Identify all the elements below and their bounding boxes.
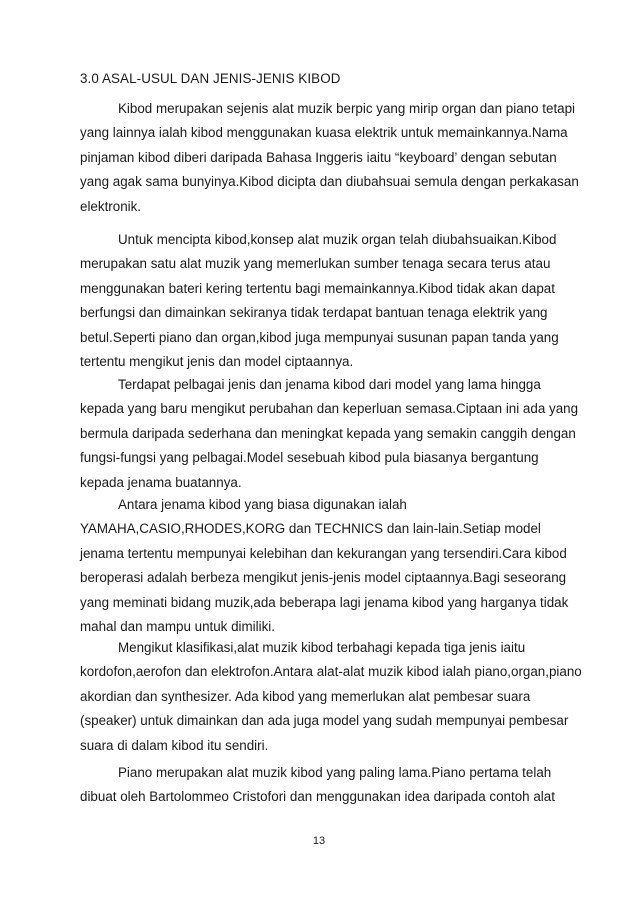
paragraph-line: tertentu mengikut jenis dan model ciptaannya.	[80, 354, 354, 370]
paragraph-line: akordian dan synthesizer. Ada kibod yang memerlukan alat pembesar suara	[80, 688, 531, 704]
paragraph-3	[80, 373, 579, 495]
paragraph-line: Untuk mencipta kibod,konsep alat muzik organ telah diubahsuaikan.Kibod	[118, 232, 557, 247]
paragraph-line: mahal dan mampu untuk dimiliki.	[80, 619, 275, 635]
section-heading: 3.0 ASAL-USUL DAN JENIS-JENIS KIBOD	[80, 71, 341, 86]
paragraph-line: YAMAHA,CASIO,RHODES,KORG dan TECHNICS dan lain-lain.Setiap model	[80, 521, 541, 537]
paragraph-line: menggunakan bateri kering tertentu bagi memainkannya.Kibod tidak akan dapat	[80, 280, 555, 296]
paragraph-line: yang lainnya ialah kibod menggunakan kuasa elektrik untuk memainkannya.Nama	[80, 125, 568, 141]
paragraph-line: kepada jenama buatannya.	[80, 474, 242, 490]
paragraph-line: dibuat oleh Bartolommeo Cristofori dan menggunakan idea daripada contoh alat	[80, 789, 555, 805]
paragraph-line: kepada yang baru mengikut perubahan dan keperluan semasa.Ciptaan ini ada yang	[80, 401, 579, 417]
paragraph-5	[80, 636, 582, 758]
paragraph-line: Mengikut klasifikasi,alat muzik kibod terbahagi kepada tiga jenis iaitu	[118, 640, 526, 655]
paragraph-2	[80, 228, 560, 374]
paragraph-line: Piano merupakan alat muzik kibod yang paling lama.Piano pertama telah	[118, 765, 552, 780]
paragraph-line: pinjaman kibod diberi daripada Bahasa Inggeris iaitu “keyboard’ dengan sebutan	[80, 149, 557, 165]
paragraph-line: beroperasi adalah berbeza mengikut jenis-jenis model ciptaannya.Bagi seseorang	[80, 570, 567, 586]
paragraph-line: jenama tertentu mempunyai kelebihan dan kekurangan yang tersendiri.Cara kibod	[80, 545, 567, 561]
paragraph-line: betul.Seperti piano dan organ,kibod juga mempunyai susunan papan tanda yang	[80, 329, 559, 345]
paragraph-line: elektronik.	[80, 198, 142, 214]
paragraph-line: Terdapat pelbagai jenis dan jenama kibod dari model yang lama hingga	[118, 377, 541, 392]
paragraph-line: (speaker) untuk dimainkan dan ada juga model yang sudah mempunyai pembesar	[80, 713, 569, 729]
paragraph-line: Antara jenama kibod yang biasa digunakan ialah	[118, 497, 407, 512]
paragraph-4	[80, 493, 569, 639]
paragraph-line: kordofon,aerofon dan elektrofon.Antara alat-alat muzik kibod ialah piano,organ,piano	[80, 664, 582, 680]
paragraph-1	[80, 97, 579, 219]
paragraph-line: berfungsi dan dimainkan sekiranya tidak terdapat bantuan tenaga elektrik yang	[80, 305, 548, 321]
paragraph-line: yang meminati bidang muzik,ada beberapa lagi jenama kibod yang harganya tidak	[80, 594, 569, 610]
paragraph-line: Kibod merupakan sejenis alat muzik berpic yang mirip organ dan piano tetapi	[118, 101, 576, 116]
page-number: 13	[312, 835, 326, 847]
paragraph-line: suara di dalam kibod itu sendiri.	[80, 737, 269, 753]
paragraph-6	[80, 761, 560, 810]
paragraph-line: yang agak sama bunyinya.Kibod dicipta dan diubahsuai semula dengan perkakasan	[80, 174, 579, 190]
paragraph-line: merupakan satu alat muzik yang memerlukan sumber tenaga secara terus atau	[80, 256, 551, 272]
paragraph-line: fungsi-fungsi yang pelbagai.Model sesebuah kibod pula biasanya bergantung	[80, 450, 539, 466]
paragraph-line: bermula daripada sederhana dan meningkat kepada yang semakin canggih dengan	[80, 425, 576, 441]
